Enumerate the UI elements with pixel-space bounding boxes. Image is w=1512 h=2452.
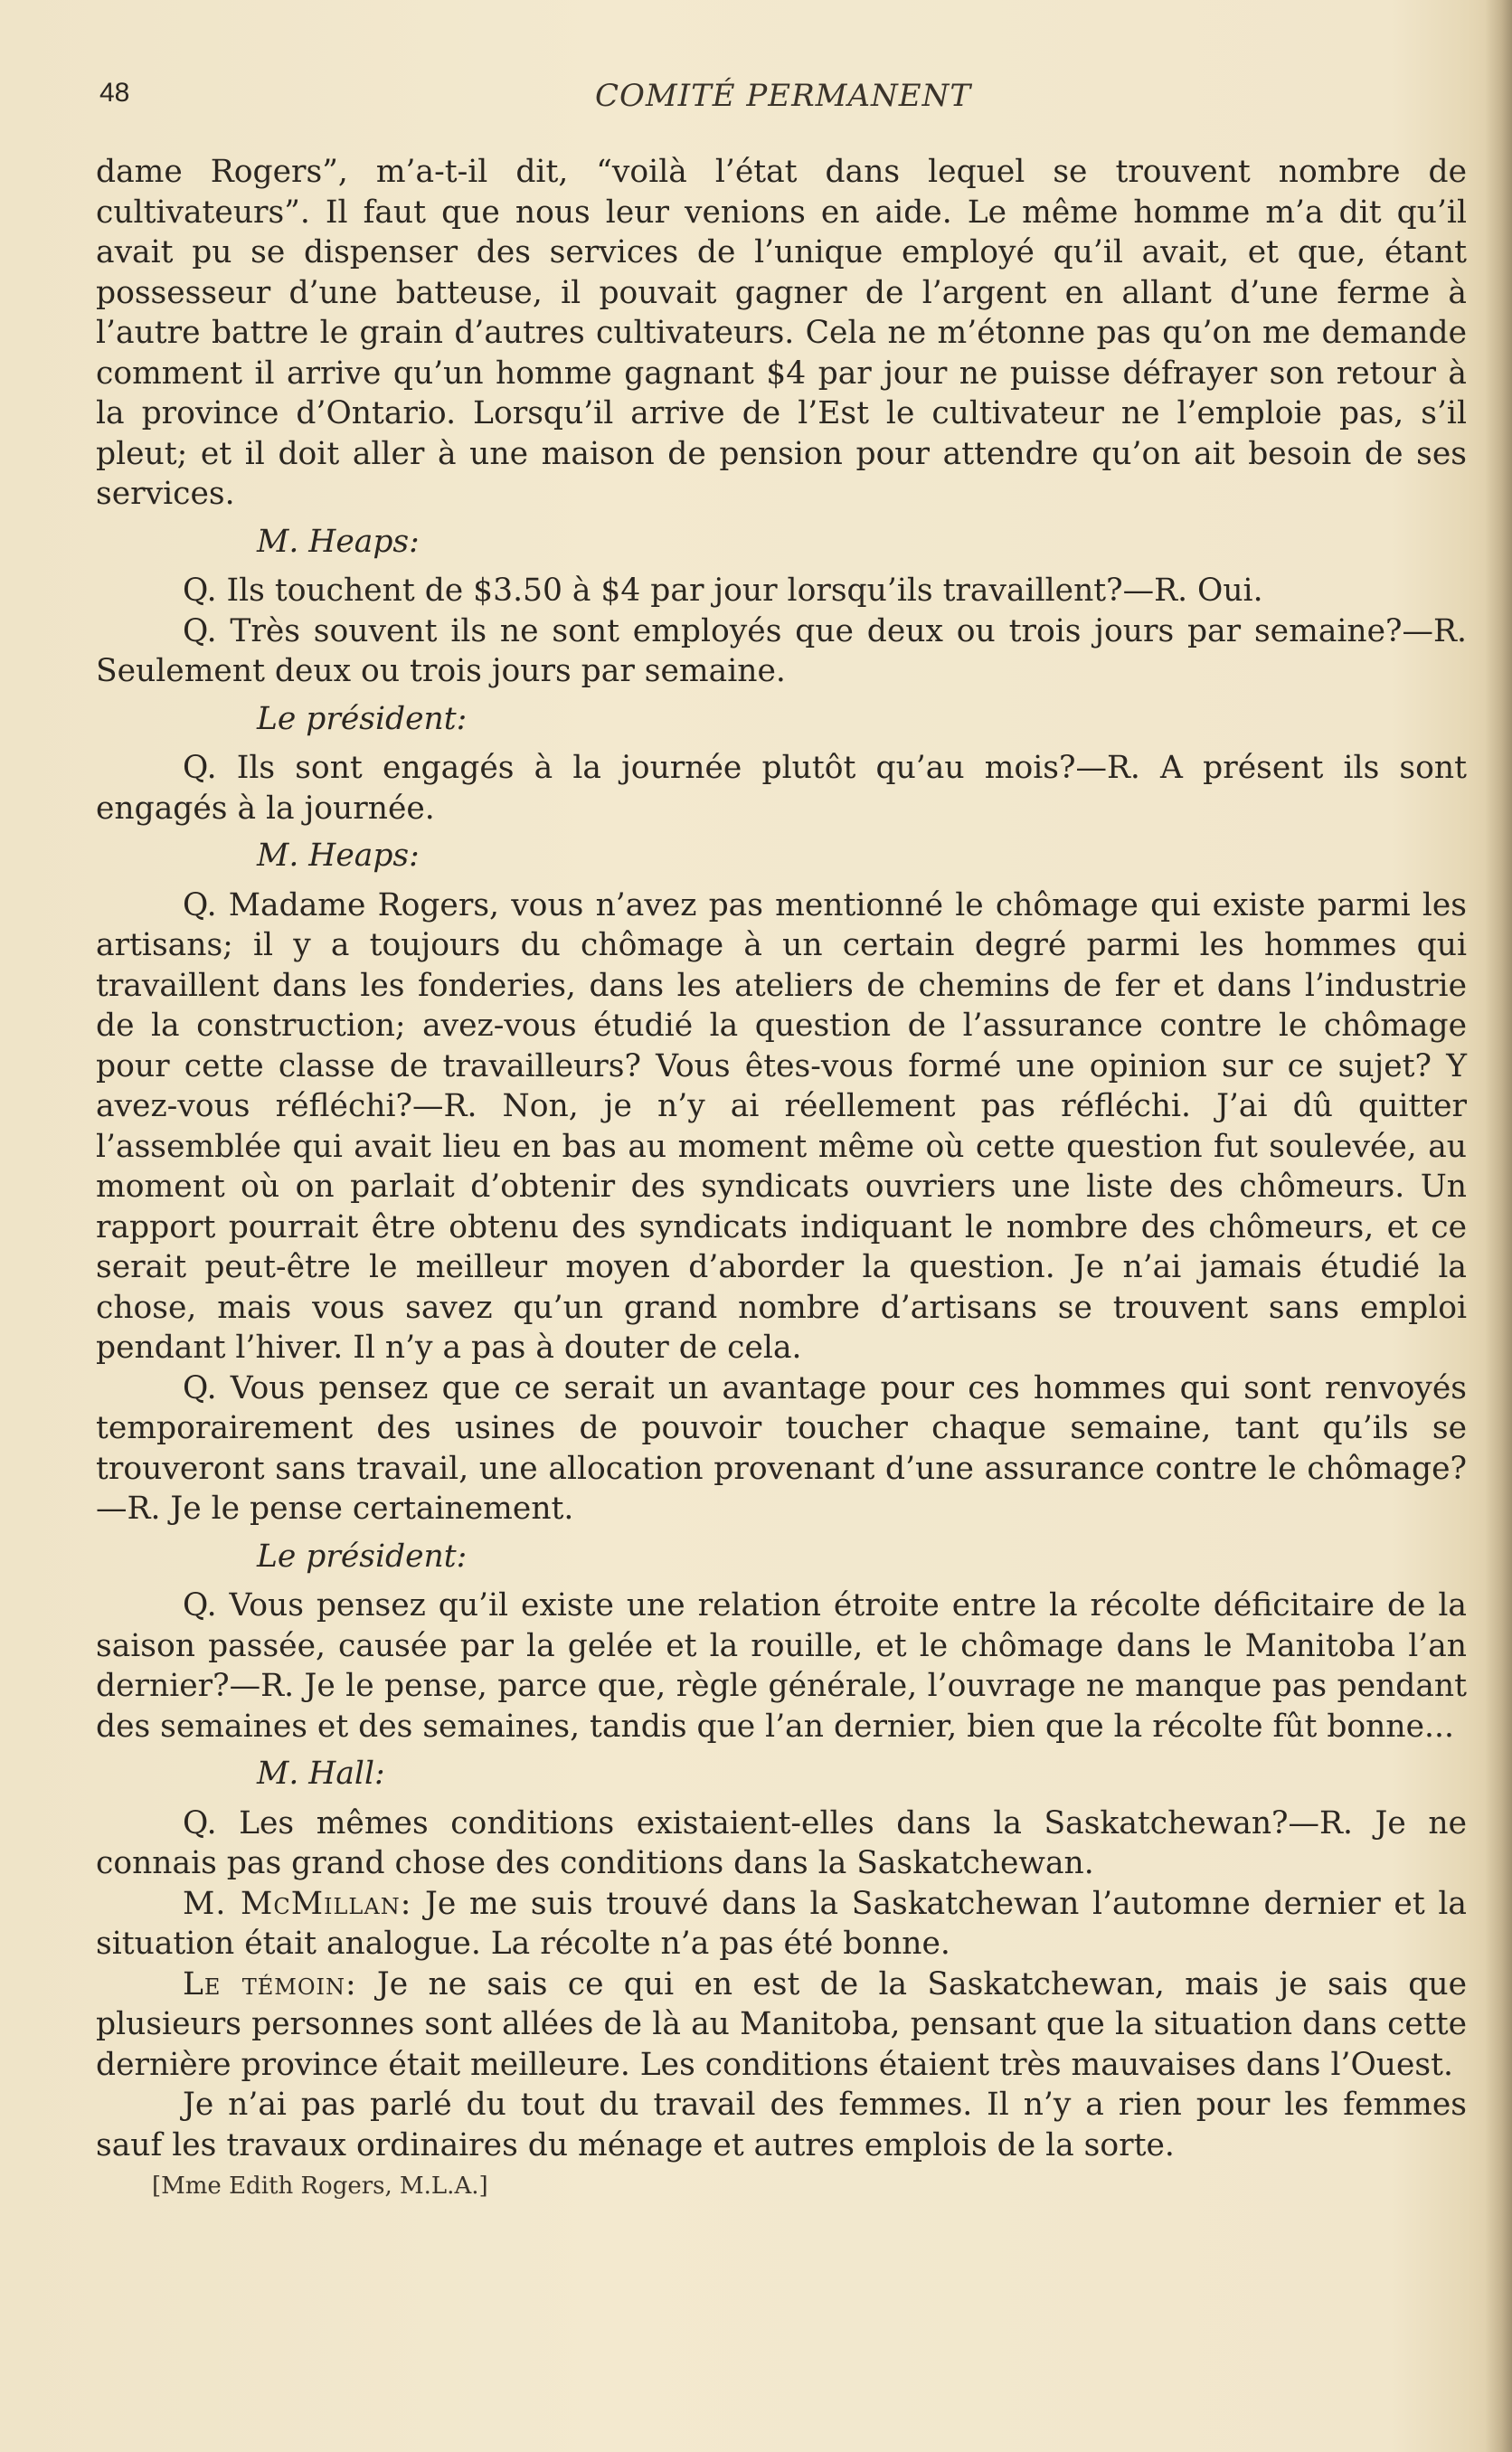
page-header [99,78,1467,123]
speaker-name: Le témoin: [183,1965,357,2002]
page-edge-shadow [1485,0,1512,2452]
running-title: COMITÉ PERMANENT [594,78,972,114]
paragraph: Q. Vous pensez qu’il existe une relation étroite entre la récolte déficitaire de la saison passée, causée par la gelée et la rouille, et le chômage dans le Manitoba l’an dernier?—R. Je le pense, parce que, règle générale, l’ouvrage ne manque pas pendant des semaines et des semaines, tandis que l’an dernier, bien que la récolte fût bonne... [96,1587,1467,1745]
paragraph-text: Je me suis trouvé dans la Saskatchewan l’automne dernier et la situation était analogue. La récolte n’a pas été bonne. [96,1885,1467,1962]
paragraph: Q. Madame Rogers, vous n’avez pas mentionné le chômage qui existe parmi les artisans; il y a toujours du chômage à un certain degré parmi les hommes qui travaillent dans les fonderies, dans les ateliers de chemins de fer et dans l’industrie de la construction; avez-vous étudié la question de l’assurance contre le chômage pour cette classe de travailleurs? Vous êtes-vous formé une opinion sur ce sujet? Y avez-vous réfléchi?—R. Non, je n’y ai réellement pas réfléchi. J’ai dû quitter l’assemblée qui avait lieu en bas au moment même où cette question fut soulevée, au moment où on parlait d’obtenir des syndicats ouvriers une liste des chômeurs. Un rapport pourrait être obtenu des syndicats indiquant le nombre des chômeurs, et ce serait peut-être le meilleur moyen d’aborder la question. Je n’ai jamais étudié la chose, mais vous savez qu’un grand nombre d’artisans se trouvent sans emploi pendant l’hiver. Il n’y a pas à douter de cela. [96,886,1467,1366]
paragraph: Q. Ils touchent de $3.50 à $4 par jour lorsqu’ils travaillent?—R. Oui. [183,573,1263,609]
paragraph: dame Rogers”, m’a-t-il dit, “voilà l’état dans lequel se trouvent nombre de cultivateurs”. Il faut que nous leur venions en aide. Le même homme m’a dit qu’il avait pu se dispenser des services de l’unique employé qu’il avait, et que, étant possesseur d’une batteuse, il pouvait gagner de l’argent en allant d’une ferme à l’autre battre le grain d’autres cultivateurs. Cela ne m’étonne pas qu’on me demande comment il arrive qu’un homme gagnant $4 par jour ne puisse défrayer son retour à la province d’Ontario. Lorsqu’il arrive de l’Est le cultivateur ne l’emploie pas, s’il pleut; et il doit aller à une maison de pension pour attendre qu’on ait besoin de ses services. [96,154,1467,512]
paragraph [96,1884,1467,1964]
speaker-label: M. Heaps: [257,523,420,560]
speaker-label: Le président: [257,1538,468,1575]
paragraph: Q. Très souvent ils ne sont employés que deux ou trois jours par semaine?—R. Seulement deux ou trois jours par semaine. [96,612,1467,689]
speaker-name: M. McMillan: [183,1885,412,1922]
paragraph-text: Je ne sais ce qui en est de la Saskatchewan, mais je sais que plusieurs personnes sont allées de là au Manitoba, pensant que la situation dans cette dernière province était meilleure. Les conditions étaient très mauvaises dans l’Ouest. [96,1965,1467,2083]
paragraph [96,1964,1467,2086]
speaker-label: Le président: [257,700,468,737]
page-number: 48 [99,78,130,108]
footnote: [Mme Edith Rogers, M.L.A.] [152,2173,488,2200]
paragraph: Q. Ils sont engagés à la journée plutôt qu’au mois?—R. A présent ils sont engagés à la journée. [96,750,1467,827]
page-body [96,152,1467,2201]
speaker-label: M. Heaps: [257,838,420,874]
speaker-label: M. Hall: [257,1756,385,1792]
paragraph: Q. Les mêmes conditions existaient-elles dans la Saskatchewan?—R. Je ne connais pas grand chose des conditions dans la Saskatchewan. [96,1804,1467,1881]
paragraph: Q. Vous pensez que ce serait un avantage pour ces hommes qui sont renvoyés temporairement des usines de pouvoir toucher chaque semaine, tant qu’ils se trouveront sans travail, une allocation provenant d’une assurance contre le chômage?—R. Je le pense certainement. [96,1369,1467,1527]
paragraph: Je n’ai pas parlé du tout du travail des femmes. Il n’y a rien pour les femmes sauf les travaux ordinaires du ménage et autres emplois de la sorte. [96,2087,1467,2163]
